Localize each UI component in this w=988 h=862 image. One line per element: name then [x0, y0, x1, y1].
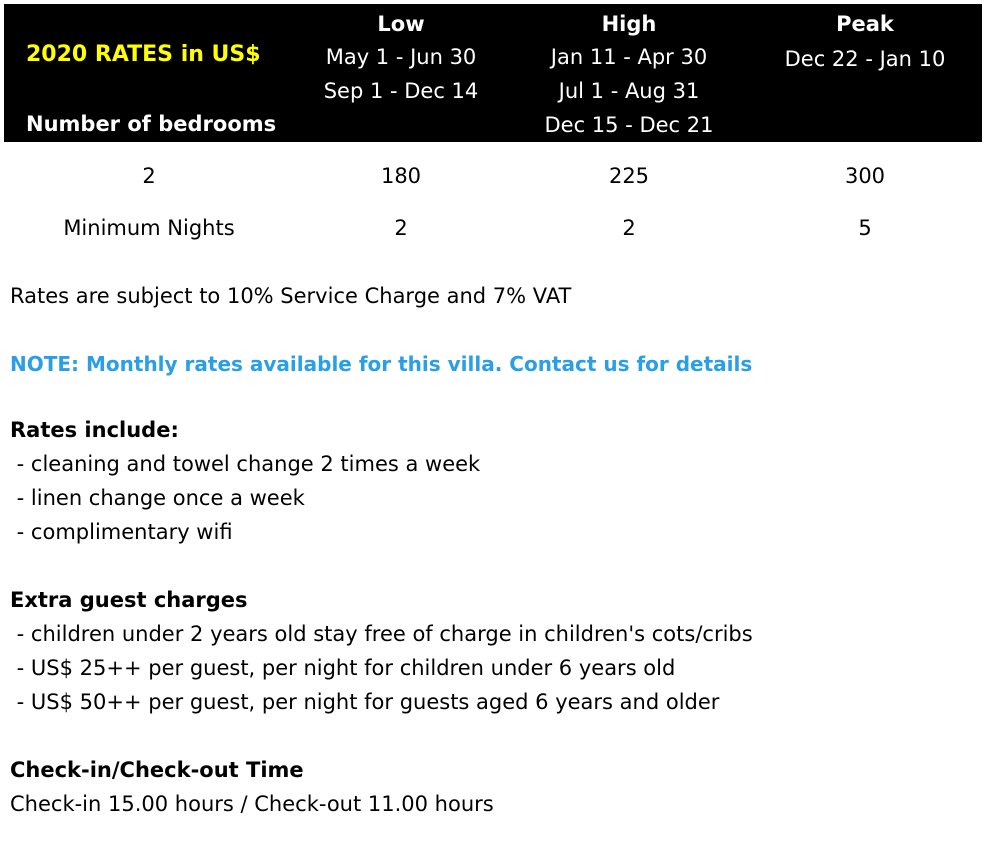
- season-low-name: Low: [377, 12, 425, 36]
- season-high-date: Dec 15 - Dec 21: [544, 113, 714, 137]
- checkin-heading: Check-in/Check-out Time: [10, 758, 304, 782]
- bedrooms-value: 2: [142, 164, 156, 188]
- low-rate: 180: [380, 164, 422, 188]
- low-minimum-nights: 2: [394, 216, 408, 240]
- season-high-date: Jul 1 - Aug 31: [558, 79, 700, 103]
- season-high-date: Jan 11 - Apr 30: [550, 45, 708, 69]
- extra-guest-heading: Extra guest charges: [10, 588, 248, 612]
- peak-minimum-nights: 5: [858, 216, 872, 240]
- bedrooms-column-label: Number of bedrooms: [26, 112, 277, 136]
- rates-table-header: [4, 4, 982, 142]
- rates-include-item: - linen change once a week: [10, 486, 305, 510]
- peak-rate: 300: [844, 164, 886, 188]
- rates-include-heading: Rates include:: [10, 418, 179, 442]
- season-peak-name: Peak: [836, 12, 894, 36]
- season-low-date: Sep 1 - Dec 14: [323, 79, 479, 103]
- checkin-text: Check-in 15.00 hours / Check-out 11.00 hours: [10, 792, 494, 816]
- monthly-rates-note: NOTE: Monthly rates available for this villa. Contact us for details: [10, 352, 753, 376]
- season-low-date: May 1 - Jun 30: [325, 45, 477, 69]
- extra-guest-item: - US$ 25++ per guest, per night for children under 6 years old: [10, 656, 676, 680]
- season-high-name: High: [601, 12, 657, 36]
- rates-title: 2020 RATES in US$: [26, 42, 261, 67]
- rates-include-item: - cleaning and towel change 2 times a week: [10, 452, 481, 476]
- high-rate: 225: [608, 164, 650, 188]
- minimum-nights-label: Minimum Nights: [63, 216, 235, 240]
- extra-guest-item: - children under 2 years old stay free of charge in children's cots/cribs: [10, 622, 753, 646]
- extra-guest-item: - US$ 50++ per guest, per night for guests aged 6 years and older: [10, 690, 720, 714]
- season-peak-date: Dec 22 - Jan 10: [784, 47, 946, 71]
- rates-include-item: - complimentary wifi: [10, 520, 233, 544]
- surcharge-text: Rates are subject to 10% Service Charge and 7% VAT: [10, 284, 572, 308]
- high-minimum-nights: 2: [622, 216, 636, 240]
